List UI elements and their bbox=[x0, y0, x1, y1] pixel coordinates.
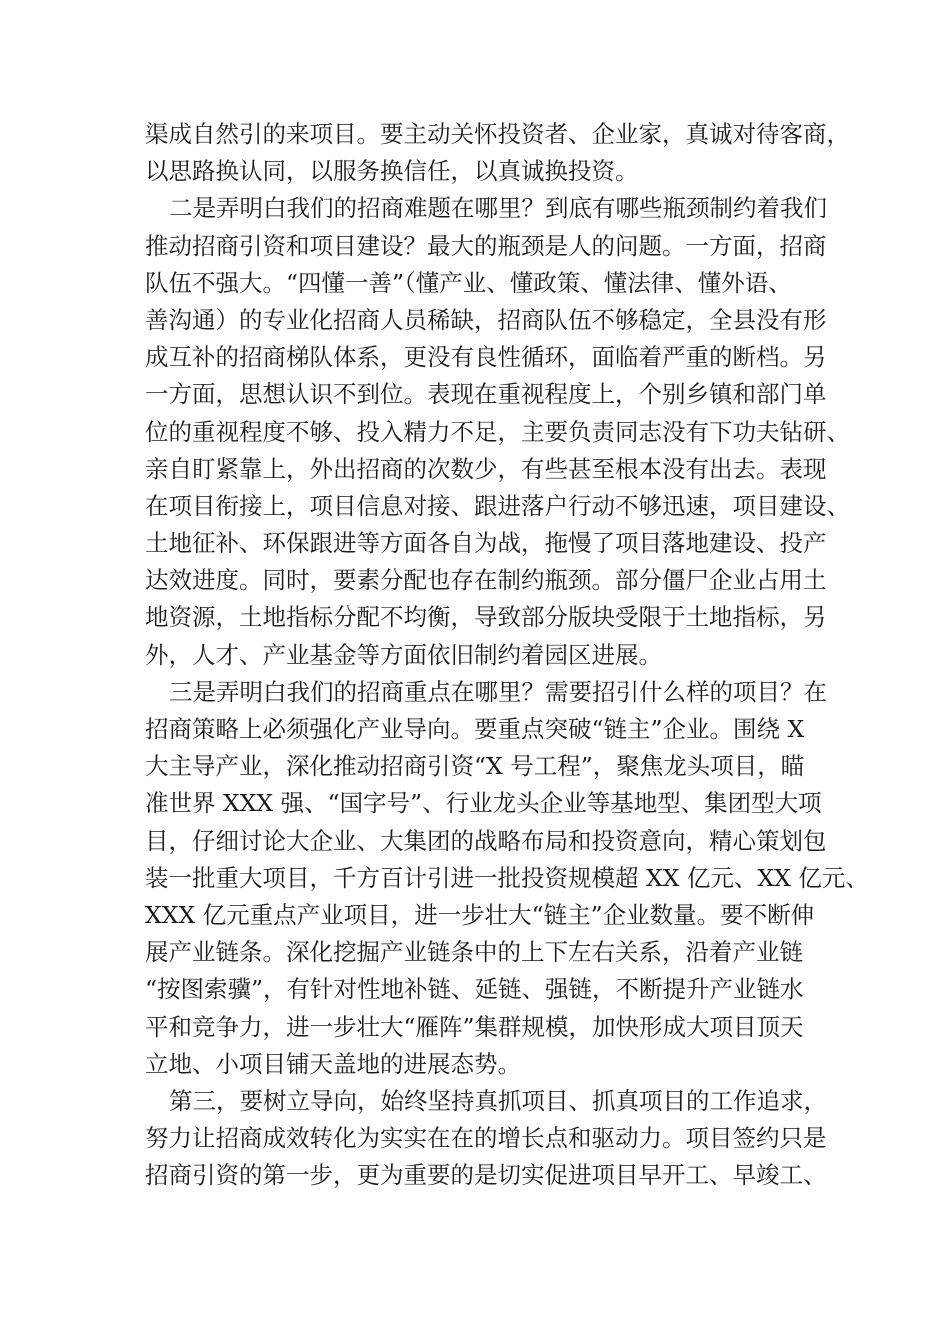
text-line: 以思路换认同，以服务换信任，以真诚换投资。 bbox=[145, 157, 639, 186]
paragraph-start-line: 三是弄明白我们的招商重点在哪里？需要招引什么样的项目？在 bbox=[169, 677, 827, 706]
text-line: 一方面，思想认识不到位。表现在重视程度上，个别乡镇和部门单 bbox=[145, 380, 827, 409]
text-line: 善沟通）的专业化招商人员稀缺，招商队伍不够稳定，全县没有形 bbox=[145, 305, 827, 334]
text-line: 招商策略上必须强化产业导向。要重点突破“链主”企业。围绕 X bbox=[145, 715, 805, 743]
text-line: 队伍不强大。“四懂一善”（懂产业、懂政策、懂法律、懂外语、 bbox=[145, 268, 792, 297]
text-line: XXX 亿元重点产业项目，进一步壮大“链主”企业数量。要不断伸 bbox=[145, 900, 815, 929]
text-line: 达效进度。同时，要素分配也存在制约瓶颈。部分僵尸企业占用土 bbox=[145, 566, 827, 595]
paragraph-start-line: 第三，要树立导向，始终坚持真抓项目、抓真项目的工作追求， bbox=[169, 1086, 827, 1115]
text-line: 准世界 XXX 强、“国字号”、行业龙头企业等基地型、集团型大项 bbox=[145, 789, 822, 818]
text-line: 外，人才、产业基金等方面依旧制约着园区进展。 bbox=[145, 640, 662, 669]
text-line: 目，仔细讨论大企业、大集团的战略布局和投资意向，精心策划包 bbox=[145, 826, 827, 855]
text-line: 大主导产业，深化推动招商引资“X 号工程”，聚焦龙头项目，瞄 bbox=[145, 752, 805, 781]
text-line: 在项目衔接上，项目信息对接、跟进落户行动不够迅速，项目建设、 bbox=[145, 491, 850, 520]
text-line: 装一批重大项目，千方百计引进一批投资规模超 XX 亿元、XX 亿元、 bbox=[145, 863, 869, 892]
text-line: “按图索骥”，有针对性地补链、延链、强链，不断提升产业链水 bbox=[145, 975, 804, 1004]
text-line: 展产业链条。深化挖掘产业链条中的上下左右关系，沿着产业链 bbox=[145, 938, 803, 967]
text-line: 位的重视程度不够、投入精力不足，主要负责同志没有下功夫钻研、 bbox=[145, 417, 850, 446]
text-line: 地资源，土地指标分配不均衡，导致部分版块受限于土地指标，另 bbox=[145, 603, 827, 632]
text-line: 亲自盯紧靠上，外出招商的次数少，有些甚至根本没有出去。表现 bbox=[145, 454, 827, 483]
text-line: 土地征补、环保跟进等方面各自为战，拖慢了项目落地建设、投产 bbox=[145, 529, 827, 558]
document-body bbox=[145, 116, 869, 1194]
text-line: 招商引资的第一步，更为重要的是切实促进项目早开工、早竣工、 bbox=[145, 1161, 827, 1190]
text-line: 立地、小项目铺天盖地的进展态势。 bbox=[145, 1049, 521, 1078]
text-line: 渠成自然引的来项目。要主动关怀投资者、企业家，真诚对待客商， bbox=[145, 120, 850, 148]
text-line: 平和竞争力，进一步壮大“雁阵”集群规模，加快形成大项目顶天 bbox=[145, 1012, 804, 1041]
text-line: 推动招商引资和项目建设？最大的瓶颈是人的问题。一方面，招商 bbox=[145, 231, 827, 260]
text-line: 成互补的招商梯队体系，更没有良性循环，面临着严重的断档。另 bbox=[145, 343, 827, 372]
text-line: 努力让招商成效转化为实实在在的增长点和驱动力。项目签约只是 bbox=[145, 1124, 827, 1153]
paragraph-start-line: 二是弄明白我们的招商难题在哪里？到底有哪些瓶颈制约着我们 bbox=[169, 194, 827, 223]
